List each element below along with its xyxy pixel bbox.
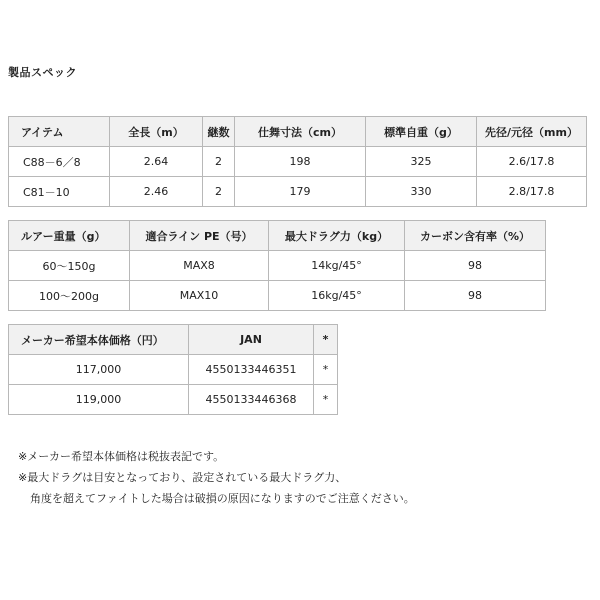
spec-header-diameter: 先径/元径（mm） [477, 117, 587, 147]
perf-cell-max-drag: 16kg/45° [269, 281, 405, 311]
spec-cell-pieces: 2 [203, 177, 235, 207]
price-table-header-row [9, 325, 338, 355]
notes [18, 446, 415, 509]
spec-table [8, 116, 587, 207]
price-cell-mark: * [314, 385, 338, 415]
perf-header-max-drag: 最大ドラグ力（kg） [269, 221, 405, 251]
performance-table-header-row [9, 221, 546, 251]
price-header-jan: JAN [189, 325, 314, 355]
perf-cell-line: MAX10 [130, 281, 269, 311]
spec-header-length: 全長（m） [110, 117, 203, 147]
spec-cell-item: C81－10 [9, 177, 110, 207]
table-row [9, 281, 546, 311]
perf-cell-carbon: 98 [405, 281, 546, 311]
spec-cell-pieces: 2 [203, 147, 235, 177]
performance-table [8, 220, 546, 311]
note-tax: ※メーカー希望本体価格は税抜表記です。 [18, 450, 225, 463]
table-row [9, 355, 338, 385]
table-row [9, 177, 587, 207]
spec-table-header-row [9, 117, 587, 147]
price-header-price: メーカー希望本体価格（円） [9, 325, 189, 355]
spec-cell-diameter: 2.6/17.8 [477, 147, 587, 177]
page-title: 製品スペック [8, 66, 77, 79]
spec-cell-length: 2.64 [110, 147, 203, 177]
table-row [9, 251, 546, 281]
note-drag-continued: 角度を超えてファイトした場合は破損の原因になりますのでご注意ください。 [30, 492, 415, 505]
price-cell-mark: * [314, 355, 338, 385]
price-cell-price: 117,000 [9, 355, 189, 385]
spec-header-weight: 標準自重（g） [366, 117, 477, 147]
spec-cell-item: C88－6／8 [9, 147, 110, 177]
perf-cell-line: MAX8 [130, 251, 269, 281]
spec-cell-weight: 330 [366, 177, 477, 207]
spec-header-pieces: 継数 [203, 117, 235, 147]
perf-cell-lure-weight: 100～200g [9, 281, 130, 311]
perf-header-line: 適合ライン PE（号） [130, 221, 269, 251]
table-row [9, 385, 338, 415]
table-row [9, 147, 587, 177]
spec-cell-closed-length: 198 [235, 147, 366, 177]
price-cell-price: 119,000 [9, 385, 189, 415]
perf-cell-carbon: 98 [405, 251, 546, 281]
perf-header-lure-weight: ルアー重量（g） [9, 221, 130, 251]
spec-cell-length: 2.46 [110, 177, 203, 207]
spec-header-item: アイテム [9, 117, 110, 147]
perf-header-carbon: カーボン含有率（%） [405, 221, 546, 251]
price-cell-jan: 4550133446351 [189, 355, 314, 385]
note-drag: ※最大ドラグは目安となっており、設定されている最大ドラグ力、 [18, 471, 347, 484]
spec-cell-weight: 325 [366, 147, 477, 177]
price-cell-jan: 4550133446368 [189, 385, 314, 415]
spec-cell-diameter: 2.8/17.8 [477, 177, 587, 207]
perf-cell-lure-weight: 60～150g [9, 251, 130, 281]
spec-cell-closed-length: 179 [235, 177, 366, 207]
perf-cell-max-drag: 14kg/45° [269, 251, 405, 281]
price-table [8, 324, 338, 415]
price-header-mark: * [314, 325, 338, 355]
spec-header-closed-length: 仕舞寸法（cm） [235, 117, 366, 147]
